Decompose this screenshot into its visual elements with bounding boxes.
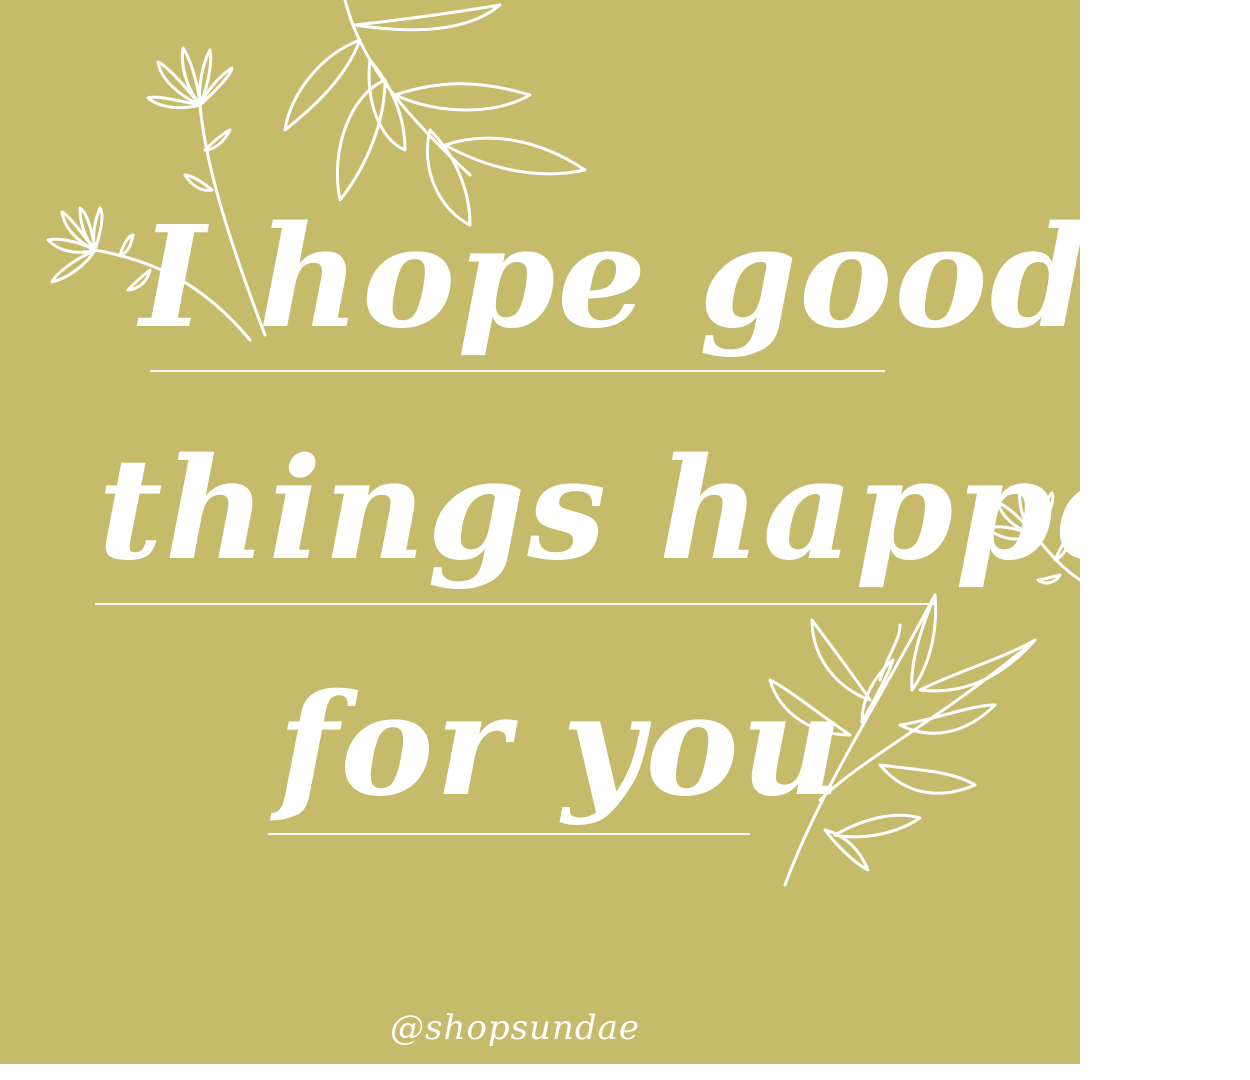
leaf-branch-top-illustration — [285, 0, 585, 225]
quote-line-3: for you — [278, 664, 845, 828]
social-handle: @shopsundae — [390, 1008, 640, 1048]
bottom-border — [0, 1064, 1080, 1080]
underline-3 — [268, 833, 750, 835]
quote-line-2: things happen — [98, 428, 1250, 592]
quote-line-1: I hope good — [140, 196, 1090, 360]
underline-1 — [150, 370, 885, 372]
underline-2 — [95, 603, 935, 605]
